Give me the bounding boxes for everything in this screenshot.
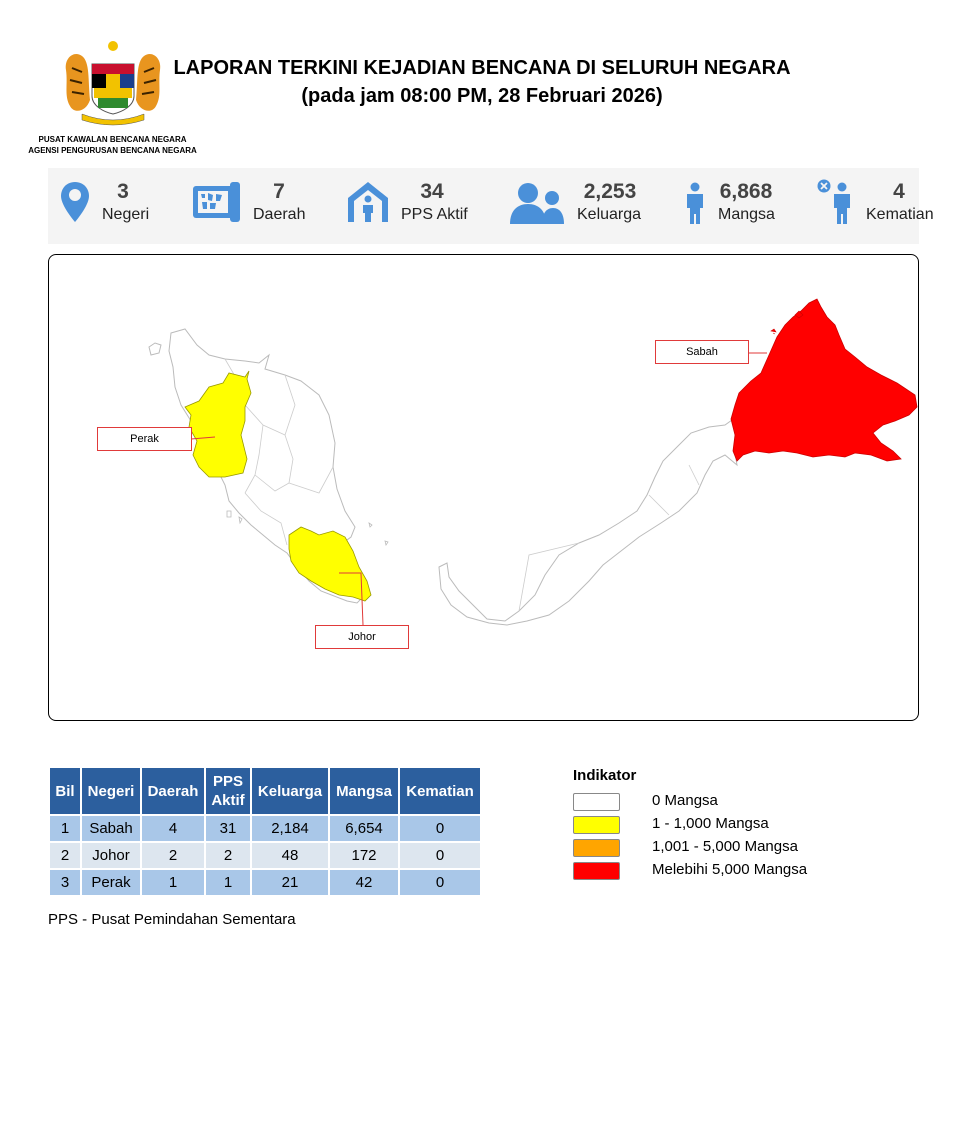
stat-keluarga-value: 2,253 — [583, 180, 637, 203]
stat-mangsa-value: 6,868 — [719, 180, 773, 203]
stat-daerah-value: 7 — [273, 180, 285, 203]
state-summary-table — [48, 766, 482, 897]
report-title — [150, 54, 814, 110]
col-header-kematian: Kematian — [400, 768, 480, 814]
cell-mangsa: 172 — [330, 843, 398, 868]
legend-swatch — [573, 793, 620, 811]
legend-label: 1 - 1,000 Mangsa — [652, 815, 769, 832]
cell-keluarga: 48 — [252, 843, 328, 868]
stat-keluarga — [510, 178, 650, 234]
cell-bil: 1 — [50, 816, 80, 841]
legend-title: Indikator — [573, 767, 637, 784]
stat-negeri-value: 3 — [117, 180, 129, 203]
cell-mangsa: 42 — [330, 870, 398, 895]
callout-sabah: Sabah — [655, 340, 749, 364]
sarawak-outline — [439, 415, 743, 625]
cell-pps-aktif: 31 — [206, 816, 250, 841]
table-header-row — [50, 768, 480, 814]
legend-label: Melebihi 5,000 Mangsa — [652, 861, 808, 878]
langkawi-island — [149, 343, 161, 355]
cell-bil: 2 — [50, 843, 80, 868]
cell-keluarga: 21 — [252, 870, 328, 895]
col-header-negeri: Negeri — [82, 768, 140, 814]
stat-keluarga-label: Keluarga — [577, 206, 642, 223]
callout-perak: Perak — [97, 427, 192, 451]
map-legend — [573, 767, 873, 884]
table-row — [50, 870, 480, 895]
cell-bil: 3 — [50, 870, 80, 895]
table-footnote: PPS - Pusat Pemindahan Sementara — [48, 911, 296, 928]
agency-line-2: AGENSI PENGURUSAN BENCANA NEGARA — [28, 146, 197, 155]
stat-mangsa-label: Mangsa — [718, 206, 775, 223]
stat-kematian-value: 4 — [893, 180, 905, 203]
legend-item — [573, 861, 873, 884]
cell-mangsa: 6,654 — [330, 816, 398, 841]
legend-label: 0 Mangsa — [652, 792, 718, 809]
col-header-daerah: Daerah — [142, 768, 204, 814]
report-title-date: (pada jam 08:00 PM, 28 Februari 2026) — [301, 85, 663, 107]
legend-item — [573, 792, 873, 815]
person-icon — [684, 182, 706, 224]
cell-pps-aktif: 1 — [206, 870, 250, 895]
legend-swatch — [573, 816, 620, 834]
col-header-bil: Bil — [50, 768, 80, 814]
stat-pps-aktif — [346, 178, 476, 234]
agency-name — [0, 134, 225, 156]
stat-daerah — [190, 178, 320, 234]
stat-pps-aktif-label: PPS Aktif — [401, 206, 468, 223]
cell-kematian: 0 — [400, 816, 480, 841]
sabah-region — [731, 299, 917, 461]
cell-negeri: Sabah — [82, 816, 140, 841]
report-title-main: LAPORAN TERKINI KEJADIAN BENCANA DI SELURUH NEGARA — [173, 57, 791, 79]
cell-daerah: 4 — [142, 816, 204, 841]
agency-line-1: PUSAT KAWALAN BENCANA NEGARA — [38, 135, 187, 144]
summary-stats-bar — [48, 168, 934, 244]
cell-kematian: 0 — [400, 870, 480, 895]
table-row — [50, 816, 480, 841]
cell-pps-aktif: 2 — [206, 843, 250, 868]
district-map-icon — [192, 182, 242, 222]
legend-item — [573, 815, 873, 838]
stat-negeri-label: Negeri — [102, 206, 150, 223]
legend-label: 1,001 - 5,000 Mangsa — [652, 838, 798, 855]
stat-kematian-label: Kematian — [866, 206, 934, 223]
col-header-mangsa: Mangsa — [330, 768, 398, 814]
johor-region — [289, 527, 371, 601]
stat-negeri — [58, 178, 168, 234]
stat-mangsa — [682, 178, 802, 234]
malaysia-map — [49, 255, 918, 720]
cell-keluarga: 2,184 — [252, 816, 328, 841]
table-row — [50, 843, 480, 868]
death-person-icon — [816, 178, 856, 224]
col-header-keluarga: Keluarga — [252, 768, 328, 814]
map-pin-icon — [60, 180, 90, 224]
cell-daerah: 1 — [142, 870, 204, 895]
stat-daerah-label: Daerah — [253, 206, 306, 223]
legend-swatch — [573, 862, 620, 880]
col-header-pps-aktif: PPS Aktif — [206, 768, 250, 814]
cell-kematian: 0 — [400, 843, 480, 868]
stat-pps-aktif-value: 34 — [420, 180, 444, 203]
callout-johor: Johor — [315, 625, 409, 649]
cell-negeri: Perak — [82, 870, 140, 895]
legend-swatch — [573, 839, 620, 857]
cell-negeri: Johor — [82, 843, 140, 868]
shelter-icon — [346, 180, 390, 222]
family-icon — [510, 182, 566, 224]
disaster-map — [48, 254, 919, 721]
stat-kematian — [816, 178, 934, 234]
cell-daerah: 2 — [142, 843, 204, 868]
legend-item — [573, 838, 873, 861]
